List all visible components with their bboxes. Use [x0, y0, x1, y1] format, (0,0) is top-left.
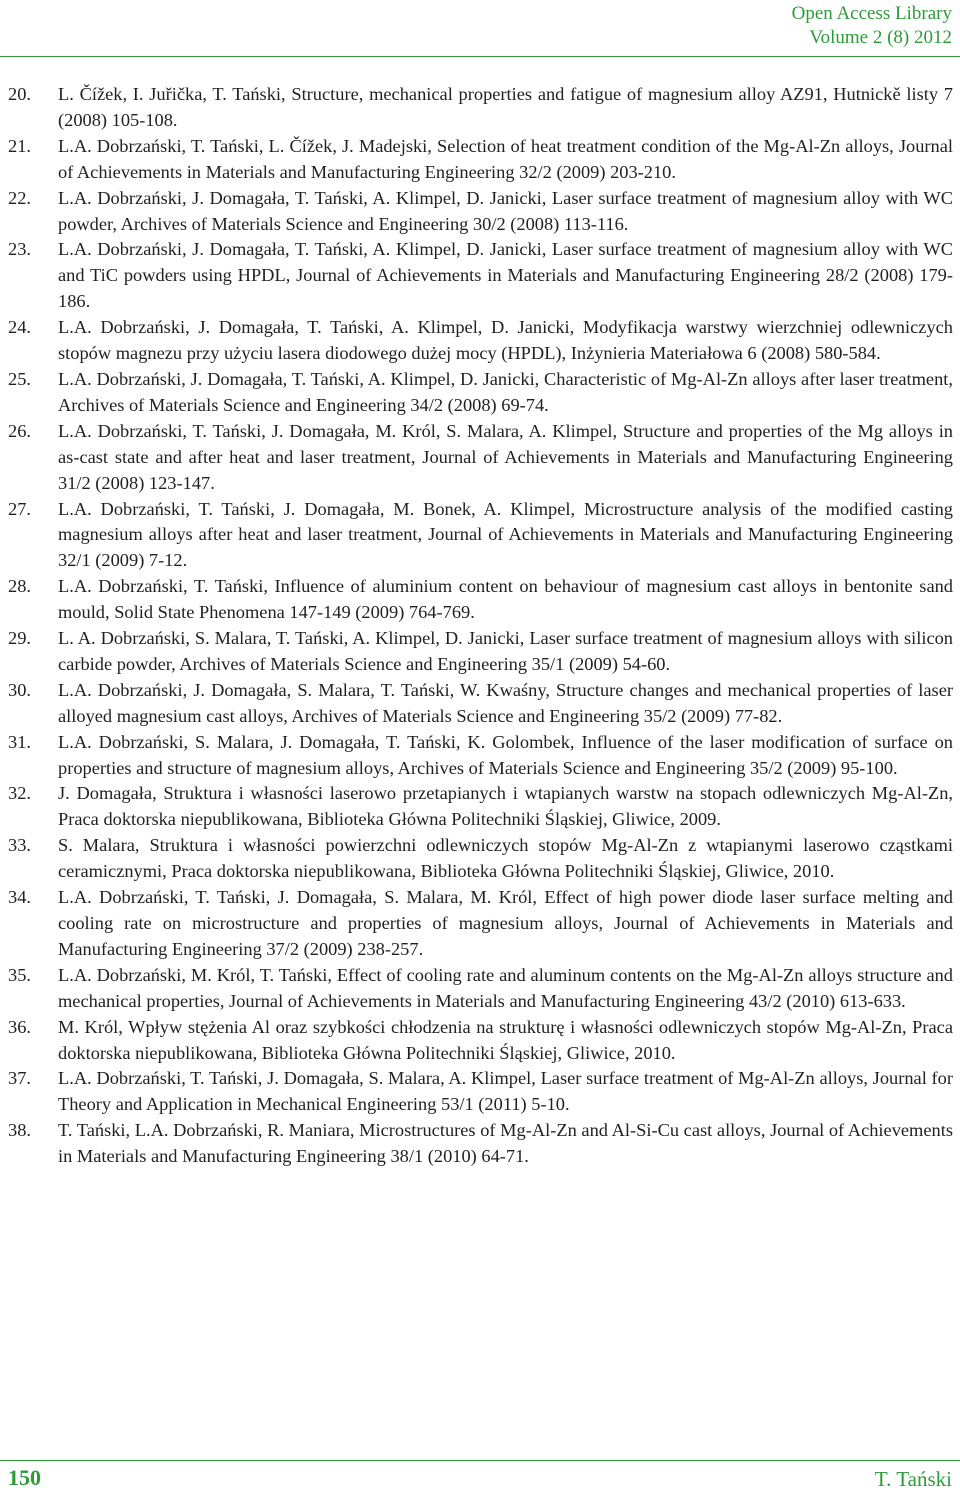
reference-number: 22. [8, 187, 31, 208]
reference-item [8, 237, 953, 315]
reference-item [8, 574, 953, 626]
reference-text: L.A. Dobrzański, J. Domagała, S. Malara, T. Tański, W. Kwaśny, Structure changes and mechanical properties of laser alloyed magnesium cast alloys, Archives of Materials Science and Engineering 35/2 (2009) 77-82. [58, 679, 953, 726]
footer-divider [0, 1460, 960, 1461]
reference-text: L.A. Dobrzański, T. Tański, J. Domagała, M. Bonek, A. Klimpel, Microstructure analysis of the modified casting magnesium alloys after heat and laser treatment, Journal of Achievements in Materials and Manufacturing Engineering 32/1 (2009) 7-12. [58, 498, 953, 571]
reference-number: 29. [8, 628, 31, 649]
reference-item [8, 367, 953, 419]
reference-item [8, 82, 953, 134]
reference-number: 36. [8, 1016, 31, 1037]
reference-item [8, 1118, 953, 1170]
reference-text: M. Król, Wpływ stężenia Al oraz szybkości chłodzenia na strukturę i własności odlewniczych stopów Mg-Al-Zn, Praca doktorska niepublikowana, Biblioteka Główna Politechniki Śląskiej, Gliwice, 2010. [58, 1016, 953, 1063]
reference-number: 31. [8, 731, 31, 752]
reference-number: 38. [8, 1120, 31, 1141]
reference-number: 30. [8, 679, 31, 700]
reference-item [8, 134, 953, 186]
reference-item [8, 419, 953, 497]
reference-number: 26. [8, 420, 31, 441]
reference-number: 35. [8, 964, 31, 985]
reference-number: 25. [8, 368, 31, 389]
reference-item [8, 315, 953, 367]
reference-text: L. Čížek, I. Juřička, T. Tański, Structure, mechanical properties and fatigue of magnesium alloy AZ91, Hutnickě listy 7 (2008) 105-108. [58, 84, 953, 130]
reference-text: L.A. Dobrzański, J. Domagała, T. Tański, A. Klimpel, D. Janicki, Laser surface treatment of magnesium alloy with WC powder, Archives of Materials Science and Engineering 30/2 (2008) 113-116. [58, 187, 953, 234]
reference-text: L.A. Dobrzański, J. Domagała, T. Tański, A. Klimpel, D. Janicki, Characteristic of Mg-Al-Zn alloys after laser treatment, Archives of Materials Science and Engineering 34/2 (2008) 69-74. [58, 368, 953, 415]
journal-name: Open Access Library [791, 3, 952, 24]
reference-item [8, 730, 953, 782]
reference-item [8, 1066, 953, 1118]
footer-author: T. Tański [874, 1467, 952, 1491]
reference-text: L.A. Dobrzański, T. Tański, J. Domagała, S. Malara, M. Król, Effect of high power diode laser surface melting and cooling rate on microstructure and properties of magnesium alloys, Journal of Achievements in Materials and Manufacturing Engineering 37/2 (2009) 238-257. [58, 887, 953, 959]
reference-number: 33. [8, 835, 31, 856]
reference-number: 20. [8, 84, 31, 104]
reference-text: J. Domagała, Struktura i własności laserowo przetapianych i wtapianych warstw na stopach odlewniczych Mg-Al-Zn, Praca doktorska niepublikowana, Biblioteka Główna Politechniki Śląskiej, Gliwice, 2009. [58, 783, 953, 830]
reference-text: L. A. Dobrzański, S. Malara, T. Tański, A. Klimpel, D. Janicki, Laser surface treatment of magnesium alloys with silicon carbide powder, Archives of Materials Science and Engineering 35/1 (2009) 54-60. [58, 628, 953, 674]
volume-info: Volume 2 (8) 2012 [809, 27, 952, 48]
reference-number: 24. [8, 317, 31, 338]
reference-text: L.A. Dobrzański, J. Domagała, T. Tański, A. Klimpel, D. Janicki, Laser surface treatment of magnesium alloy with WC and TiC powders using HPDL, Journal of Achievements in Materials and Manufacturing Engineering 28/2 (2008) 179-186. [58, 239, 953, 312]
reference-item [8, 781, 953, 833]
reference-text: L.A. Dobrzański, T. Tański, L. Čížek, J. Madejski, Selection of heat treatment condition of the Mg-Al-Zn alloys, Journal of Achievements in Materials and Manufacturing Engineering 32/2 (2009) 203-210. [58, 135, 953, 182]
reference-text: T. Tański, L.A. Dobrzański, R. Maniara, Microstructures of Mg-Al-Zn and Al-Si-Cu cast alloys, Journal of Achievements in Materials and Manufacturing Engineering 38/1 (2010) 64-71. [58, 1120, 953, 1167]
reference-text: L.A. Dobrzański, S. Malara, J. Domagała, T. Tański, K. Golombek, Influence of the laser modification of surface on properties and structure of magnesium alloys, Archives of Materials Science and Engineering 35/2 (2009) 95-100. [58, 731, 953, 778]
reference-number: 37. [8, 1068, 31, 1089]
running-header [792, 2, 952, 50]
reference-number: 27. [8, 498, 31, 519]
header-divider [0, 56, 960, 57]
reference-list [8, 82, 953, 1170]
reference-number: 28. [8, 576, 31, 597]
reference-text: L.A. Dobrzański, M. Król, T. Tański, Effect of cooling rate and aluminum contents on the Mg-Al-Zn alloys structure and mechanical properties, Journal of Achievements in Materials and Manufacturing Engineering 43/2 (2010) 613-633. [58, 964, 953, 1011]
reference-item [8, 1015, 953, 1067]
reference-item [8, 497, 953, 575]
reference-number: 21. [8, 135, 31, 156]
reference-text: L.A. Dobrzański, T. Tański, J. Domagała, M. Król, S. Malara, A. Klimpel, Structure and properties of the Mg alloys in as-cast state and after heat and laser treatment, Journal of Achievements in Materials and Manufacturing Engineering 31/2 (2008) 123-147. [58, 420, 953, 493]
reference-number: 32. [8, 783, 31, 804]
reference-item [8, 626, 953, 678]
reference-item [8, 833, 953, 885]
reference-number: 34. [8, 887, 31, 908]
reference-item [8, 678, 953, 730]
reference-item [8, 186, 953, 238]
reference-text: L.A. Dobrzański, T. Tański, Influence of aluminium content on behaviour of magnesium cast alloys in bentonite sand mould, Solid State Phenomena 147-149 (2009) 764-769. [58, 576, 953, 623]
reference-item [8, 963, 953, 1015]
reference-text: L.A. Dobrzański, J. Domagała, T. Tański, A. Klimpel, D. Janicki, Modyfikacja warstwy wierzchniej odlewniczych stopów magnezu przy użyciu lasera diodowego dużej mocy (HPDL), Inżynieria Materiałowa 6 (2008) 580-584. [58, 317, 953, 364]
reference-item [8, 885, 953, 963]
reference-number: 23. [8, 239, 31, 260]
page-number: 150 [8, 1465, 41, 1490]
reference-text: S. Malara, Struktura i własności powierzchni odlewniczych stopów Mg-Al-Zn z wtapianymi laserowo cząstkami ceramicznymi, Praca doktorska niepublikowana, Biblioteka Główna Politechniki Śląskiej, Gliwice, 2010. [58, 835, 953, 882]
reference-text: L.A. Dobrzański, T. Tański, J. Domagała, S. Malara, A. Klimpel, Laser surface treatment of Mg-Al-Zn alloys, Journal for Theory and Application in Mechanical Engineering 53/1 (2011) 5-10. [58, 1068, 953, 1115]
